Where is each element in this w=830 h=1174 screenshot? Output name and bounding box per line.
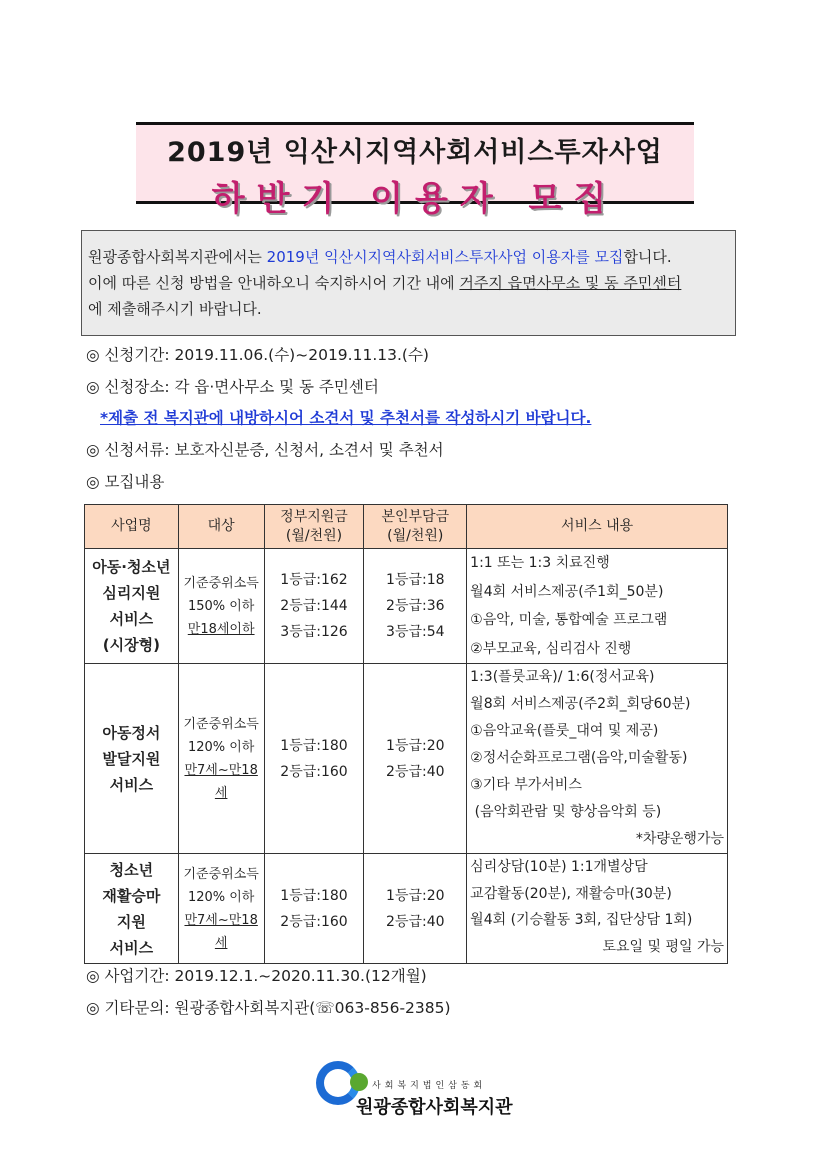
- cell-line: ③기타 부가서비스: [470, 777, 582, 793]
- self-pay: [364, 664, 467, 854]
- cell-line: 아동정서: [102, 723, 161, 742]
- cell-line: 3등급:126: [280, 624, 348, 640]
- cell-line: 만7세~만18세: [184, 912, 258, 951]
- recruit-content: ◎ 모집내용: [86, 473, 165, 491]
- cell-line: 월8회 서비스제공(주2회_회당60분): [470, 696, 691, 712]
- cell-line: 지원: [116, 912, 146, 931]
- cell-line: 2등급:160: [280, 763, 348, 780]
- service-desc: [467, 664, 728, 854]
- service-table: [84, 504, 728, 964]
- notice-box: [81, 230, 736, 336]
- cell-line: 월4회 서비스제공(주1회_50분): [470, 583, 664, 600]
- logo-dot-icon: [350, 1073, 368, 1091]
- service-target: [178, 854, 264, 964]
- cell-line: 150% 이하: [187, 598, 255, 614]
- contact-info: ◎ 기타문의: 원광종합사회복지관(☏063-856-2385): [86, 999, 451, 1017]
- cell-line: 1등급:180: [280, 887, 348, 904]
- header-gov: [264, 505, 364, 549]
- cell-line: 기준중위소득: [183, 866, 259, 882]
- cell-line: ②부모교육, 심리검사 진행: [470, 640, 632, 657]
- title-sub: 하반기 이용자 모집: [211, 179, 619, 219]
- header-self: [364, 505, 467, 549]
- logo-subtitle: 사회복지법인삼동회: [372, 1081, 487, 1091]
- cell-line: 기준중위소득: [183, 716, 259, 732]
- cell-line: *차량운행가능: [635, 831, 724, 847]
- table-row: [85, 664, 728, 854]
- cell-line: 기준중위소득: [183, 575, 259, 591]
- cell-line: 월4회 (기승활동 3회, 집단상담 1회): [470, 912, 693, 928]
- cell-line: (음악회관람 및 향상음악회 등): [470, 804, 662, 820]
- table-row: [85, 549, 728, 664]
- cell-line: 1:3(플룻교육)/ 1:6(정서교육): [470, 669, 655, 685]
- apply-place: ◎ 신청장소: 각 읍·면사무소 및 동 주민센터: [86, 378, 379, 396]
- cell-line: 심리상담(10분) 1:1개별상담: [470, 859, 648, 875]
- header-self-label: 본인부담금: [381, 508, 450, 525]
- header-target: 대상: [178, 505, 264, 549]
- apply-period: ◎ 신청기간: 2019.11.06.(수)~2019.11.13.(수): [86, 346, 429, 364]
- notice-line-2: [88, 270, 729, 296]
- self-pay: [364, 854, 467, 964]
- cell-line: 만18세이하: [187, 621, 255, 637]
- cell-line: 2등급:160: [280, 913, 348, 930]
- cell-line: 발달지원: [102, 749, 161, 768]
- header-gov-unit: (월/천원): [285, 527, 343, 544]
- apply-note: *제출 전 복지관에 내방하시어 소견서 및 추천서를 작성하시기 바랍니다.: [100, 409, 592, 427]
- notice-highlight: 2019년 익산시지역사회서비스투자사업 이용자를 모집: [266, 248, 624, 266]
- cell-line: 120% 이하: [187, 889, 255, 905]
- service-desc: [467, 549, 728, 664]
- business-period: ◎ 사업기간: 2019.12.1.~2020.11.30.(12개월): [86, 967, 427, 985]
- title-box: [136, 122, 694, 219]
- header-desc: 서비스 내용: [467, 505, 728, 549]
- table-row: [85, 854, 728, 964]
- cell-line: 2등급:36: [386, 598, 445, 614]
- cell-line: ②정서순화프로그램(음악,미술활동): [470, 750, 688, 766]
- cell-line: 청소년: [109, 860, 154, 879]
- cell-line: 심리지원: [102, 584, 161, 602]
- cell-line: 2등급:40: [386, 763, 445, 780]
- notice-text: 합니다.: [623, 248, 672, 266]
- cell-line: 서비스: [109, 610, 154, 628]
- cell-line: 서비스: [109, 938, 154, 957]
- gov-support: [264, 854, 364, 964]
- header-gov-label: 정부지원금: [280, 508, 348, 525]
- cell-line: 1:1 또는 1:3 치료진행: [470, 555, 610, 571]
- notice-underline: 거주지 읍면사무소 및 동 주민센터: [459, 274, 682, 292]
- cell-line: 1등급:20: [386, 737, 445, 754]
- cell-line: 3등급:54: [386, 624, 445, 640]
- service-target: [178, 664, 264, 854]
- org-logo: [316, 1059, 536, 1117]
- cell-line: 1등급:18: [386, 572, 445, 588]
- title-main: 2019년 익산시지역사회서비스투자사업: [167, 137, 663, 168]
- cell-line: 120% 이하: [187, 739, 255, 755]
- cell-line: 2등급:40: [386, 913, 445, 930]
- cell-line: 서비스: [109, 775, 154, 794]
- cell-line: ①음악교육(플룻_대여 및 제공): [470, 723, 659, 739]
- logo-name: 원광종합사회복지관: [356, 1097, 513, 1118]
- apply-docs: ◎ 신청서류: 보호자신분증, 신청서, 소견서 및 추천서: [86, 441, 444, 459]
- cell-line: 만7세~만18세: [184, 762, 258, 801]
- gov-support: [264, 549, 364, 664]
- notice-line-3: 에 제출해주시기 바랍니다.: [88, 300, 262, 318]
- cell-line: 1등급:180: [280, 737, 348, 754]
- cell-line: (시장형): [102, 636, 160, 654]
- cell-line: 아동·청소년: [92, 558, 171, 576]
- cell-line: 2등급:144: [280, 598, 348, 614]
- service-target: [178, 549, 264, 664]
- table-header-row: [85, 505, 728, 549]
- service-desc: [467, 854, 728, 964]
- service-name: [85, 549, 179, 664]
- gov-support: [264, 664, 364, 854]
- cell-line: 교감활동(20분), 재활승마(30분): [470, 885, 672, 902]
- service-name: [85, 664, 179, 854]
- header-self-unit: (월/천원): [387, 527, 444, 544]
- notice-text: 이에 따른 신청 방법을 안내하오니 숙지하시어 기간 내에: [88, 274, 460, 292]
- notice-text: 원광종합사회복지관에서는: [88, 248, 267, 266]
- cell-line: 1등급:20: [386, 887, 445, 904]
- header-name: 사업명: [85, 505, 179, 549]
- cell-line: 토요일 및 평일 가능: [602, 938, 724, 955]
- cell-line: 1등급:162: [280, 572, 348, 588]
- cell-line: 재활승마: [102, 886, 161, 905]
- service-name: [85, 854, 179, 964]
- self-pay: [364, 549, 467, 664]
- cell-line: ①음악, 미술, 통합예술 프로그램: [470, 612, 668, 628]
- notice-line-1: [88, 244, 729, 270]
